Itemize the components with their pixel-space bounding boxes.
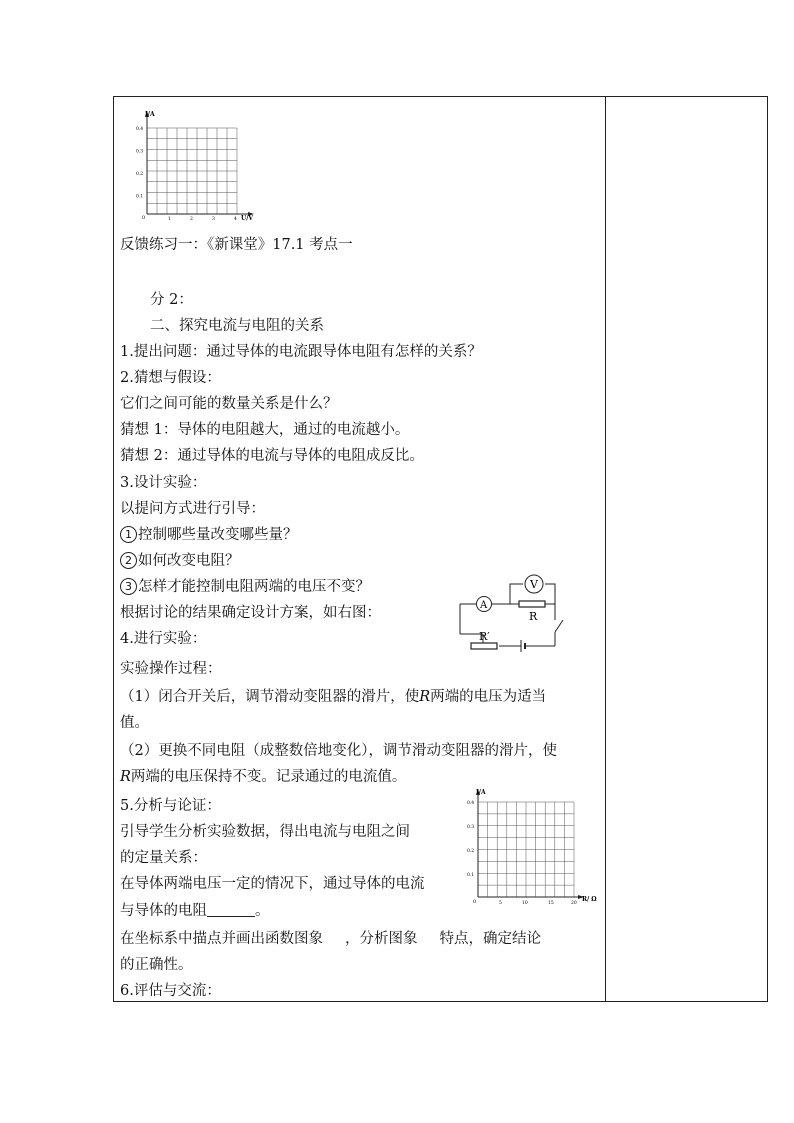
graph2-grid bbox=[478, 802, 574, 897]
step3-intro: 以提问方式进行引导： bbox=[120, 501, 265, 517]
graph2-y-tick: 0.1 bbox=[467, 873, 475, 878]
graph2-y-tick: 0.4 bbox=[467, 801, 475, 806]
graph2-origin: 0 bbox=[473, 899, 477, 905]
guide-question-3 bbox=[120, 576, 370, 598]
graph1-origin: 0 bbox=[142, 215, 146, 221]
graph1-y-tick: 0.3 bbox=[136, 149, 144, 155]
plot-text-c: 特点，确定结论 bbox=[439, 931, 541, 947]
graph1-x-tick: 2 bbox=[190, 217, 193, 222]
circled-number-3: 3 bbox=[120, 578, 137, 595]
graph1-y-tick: 0.1 bbox=[136, 194, 144, 200]
operation-2-var: R bbox=[120, 769, 131, 785]
circuit-wire-top bbox=[491, 584, 523, 604]
graph1-y-tick: 0.2 bbox=[136, 172, 144, 177]
step4-heading: 4.进行实验： bbox=[120, 631, 207, 647]
feedback-line: 反馈练习一：《新课堂》17.1 考点一 bbox=[120, 237, 353, 253]
plot-instruction bbox=[120, 928, 541, 950]
step2-question: 它们之间可能的数量关系是什么？ bbox=[120, 396, 338, 412]
graph1-y-tick: 0.4 bbox=[136, 127, 144, 132]
circuit-diagram bbox=[455, 574, 575, 654]
operation-2-text-b: 两端的电压保持不变。记录通过的电流值。 bbox=[130, 769, 407, 785]
operation-1-text-b: 两端的电压为适当 bbox=[430, 689, 547, 705]
guide-analysis-b: 的定量关系： bbox=[120, 850, 207, 866]
graph-current-voltage bbox=[135, 108, 255, 226]
section-title: 二、探究电流与电阻的关系 bbox=[150, 318, 324, 334]
part2-label: 分 2： bbox=[150, 292, 193, 308]
process-title: 实验操作过程： bbox=[120, 661, 222, 677]
step1-question: 1.提出问题：通过导体的电流跟导体电阻有怎样的关系？ bbox=[120, 344, 482, 360]
graph2-x-tick: 15 bbox=[548, 901, 554, 906]
guide-analysis-a: 引导学生分析实验数据，得出电流与电阻之间 bbox=[120, 824, 410, 840]
operation-1 bbox=[120, 686, 546, 708]
answer-blank[interactable] bbox=[207, 902, 255, 917]
resistor-r-icon bbox=[519, 601, 545, 607]
design-conclusion: 根据讨论的结果确定设计方案，如右图： bbox=[120, 605, 381, 621]
graph2-y-tick: 0.2 bbox=[467, 849, 475, 854]
guide-question-3-text: 怎样才能控制电阻两端的电压不变？ bbox=[138, 579, 370, 595]
guide-question-1 bbox=[120, 524, 298, 546]
conclusion-b bbox=[120, 900, 270, 922]
graph2-x-tick: 5 bbox=[499, 901, 502, 906]
conclusion-end: 。 bbox=[255, 903, 270, 919]
graph2-y-tick: 0.3 bbox=[467, 825, 475, 830]
circled-number-1: 1 bbox=[120, 526, 137, 543]
voltmeter-label: V bbox=[530, 578, 538, 591]
circled-number-2: 2 bbox=[120, 552, 137, 569]
graph2-x-tick: 10 bbox=[522, 901, 528, 906]
graph-current-resistance bbox=[464, 786, 600, 908]
ammeter-label: A bbox=[480, 600, 488, 611]
table-column-divider bbox=[605, 96, 606, 1002]
graph2-x-tick: 20 bbox=[571, 901, 577, 906]
guess-1: 猜想 1：导体的电阻越大，通过的电流越小。 bbox=[120, 422, 410, 438]
guide-question-1-text: 控制哪些量改变哪些量？ bbox=[138, 527, 298, 543]
operation-1-text-a: （1）闭合开关后，调节滑动变阻器的滑片，使 bbox=[120, 689, 420, 705]
guide-question-2-text: 如何改变电阻？ bbox=[138, 553, 240, 569]
rheostat-icon bbox=[471, 643, 497, 649]
plot-text-a: 在坐标系中描点并画出函数图象 bbox=[120, 931, 323, 947]
plot-text-b: ，分析图象 bbox=[345, 931, 418, 947]
graph1-x-tick: 1 bbox=[168, 217, 171, 222]
step2-heading: 2.猜想与假设： bbox=[120, 370, 221, 386]
step3-heading: 3.设计实验： bbox=[120, 475, 207, 491]
conclusion-b-text: 与导体的电阻 bbox=[120, 903, 207, 919]
graph2-y-label: I/A bbox=[476, 789, 486, 796]
guide-question-2 bbox=[120, 550, 240, 572]
plot-instruction-cont: 的正确性。 bbox=[120, 957, 193, 973]
conclusion-a: 在导体两端电压一定的情况下，通过导体的电流 bbox=[120, 876, 425, 892]
switch-blade bbox=[555, 620, 563, 632]
resistor-r-label: R bbox=[529, 610, 538, 623]
operation-2-cont bbox=[120, 766, 406, 788]
circuit-wire-top-right bbox=[545, 584, 555, 604]
step6-heading: 6.评估与交流： bbox=[120, 983, 221, 999]
graph1-y-label: I/A bbox=[145, 111, 155, 118]
graph1-x-tick: 4 bbox=[234, 217, 237, 222]
rheostat-label: R′ bbox=[479, 630, 490, 643]
guess-2: 猜想 2：通过导体的电流与导体的电阻成反比。 bbox=[120, 448, 424, 464]
operation-1-cont: 值。 bbox=[120, 715, 149, 731]
step5-heading: 5.分析与论证： bbox=[120, 798, 221, 814]
operation-2: （2）更换不同电阻（成整数倍地变化），调节滑动变阻器的滑片，使 bbox=[120, 743, 557, 759]
graph2-x-label: R/ Ω bbox=[582, 896, 597, 903]
graph1-x-tick: 3 bbox=[212, 217, 215, 222]
lesson-table bbox=[113, 96, 768, 1002]
graph1-x-label: U/V bbox=[241, 215, 254, 222]
graph1-grid bbox=[147, 128, 237, 214]
operation-1-var: R bbox=[419, 689, 431, 705]
